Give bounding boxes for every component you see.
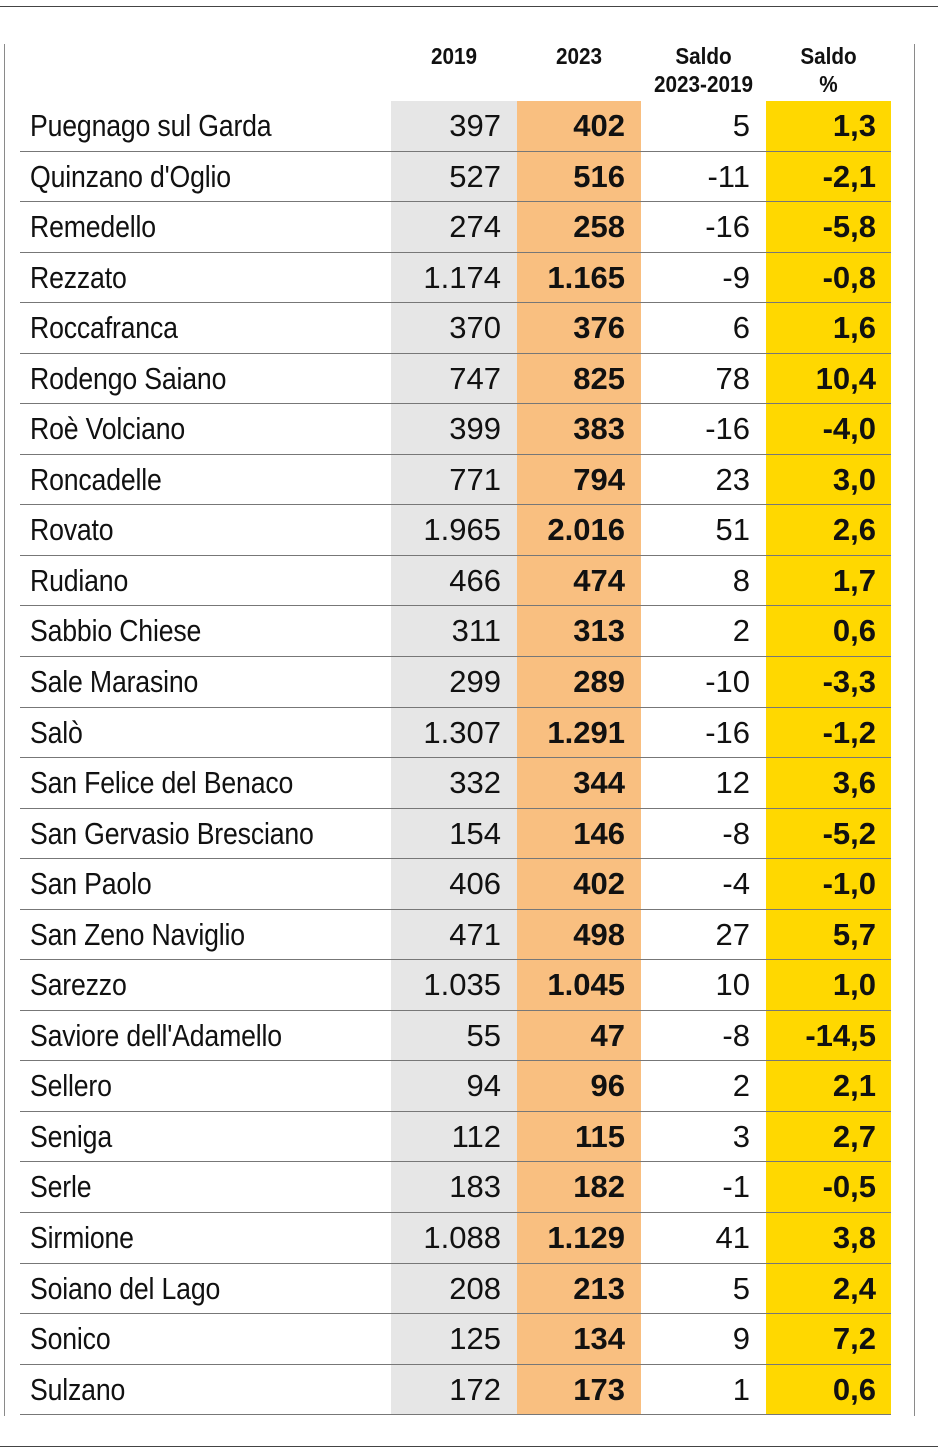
value-saldo-percent: 0,6 [832,613,876,649]
value-2023: 173 [573,1371,625,1407]
municipality-name: Puegnago sul Garda [30,108,272,143]
value-saldo: 23 [715,461,750,497]
value-2023: 96 [590,1068,625,1104]
municipality-name: Serle [30,1169,92,1205]
value-2019: 747 [449,360,501,396]
table-row [0,1264,891,1315]
table-row [0,202,891,253]
table-row [0,1213,891,1264]
value-2023: 825 [573,360,625,396]
table-body [0,101,938,1415]
top-rule [0,6,938,7]
value-saldo-percent: 5,7 [832,916,876,952]
value-2019: 154 [449,815,501,851]
value-2023: 516 [573,158,625,194]
value-saldo: 10 [715,967,750,1003]
table-row [0,303,891,354]
table-row [0,910,891,961]
table-row [0,657,891,708]
municipality-name: San Paolo [30,866,152,902]
municipality-name: Roccafranca [30,310,178,346]
value-2019: 208 [449,1270,501,1306]
value-saldo: -8 [722,815,750,851]
value-2023: 115 [574,1118,625,1154]
value-2023: 182 [573,1169,625,1205]
value-saldo-percent: 1,0 [832,967,876,1003]
value-saldo: 5 [732,1270,750,1306]
value-saldo: -11 [707,158,750,194]
value-2023: 402 [573,108,625,143]
value-2019: 466 [449,562,501,598]
value-saldo: -1 [722,1169,750,1205]
value-2019: 399 [449,411,501,447]
value-saldo-percent: -2,1 [822,158,876,194]
row-divider [20,1414,891,1415]
value-saldo: 9 [732,1321,750,1357]
value-saldo-percent: 2,6 [832,512,876,548]
table-row [0,1365,891,1416]
value-saldo-percent: 10,4 [815,360,876,396]
value-2019: 406 [449,866,501,902]
municipality-name: San Zeno Naviglio [30,916,245,952]
municipality-name: Sellero [30,1068,112,1104]
value-saldo: 27 [715,916,750,952]
value-saldo-percent: -5,8 [822,209,876,245]
value-saldo-percent: 1,7 [832,562,876,598]
header-saldo-percent: Saldo % [800,43,857,97]
value-2023: 794 [573,461,625,497]
table-row [0,708,891,759]
table-row [0,455,891,506]
value-saldo-percent: -1,0 [822,866,876,902]
value-saldo: 5 [732,108,750,143]
value-saldo: -4 [722,866,750,902]
value-2023: 2.016 [547,512,625,548]
value-saldo: 78 [715,360,750,396]
municipality-name: Rovato [30,512,114,548]
value-saldo: 3 [732,1118,750,1154]
value-saldo-percent: 2,4 [832,1270,876,1306]
value-saldo-percent: 0,6 [832,1371,876,1407]
municipality-name: Salò [30,714,83,750]
table-row [0,859,891,910]
value-2019: 274 [449,209,501,245]
municipality-name: San Felice del Benaco [30,765,294,801]
municipality-name: San Gervasio Bresciano [30,815,314,851]
value-saldo-percent: 1,3 [832,108,876,143]
value-2023: 344 [573,765,625,801]
bottom-rule [0,1446,938,1447]
value-2019: 771 [449,461,501,497]
value-saldo: 6 [732,310,750,346]
value-saldo: 1 [732,1371,750,1407]
value-2023: 376 [573,310,625,346]
value-2019: 1.307 [423,714,501,750]
table-row [0,253,891,304]
value-saldo-percent: -0,8 [822,259,876,295]
value-2019: 311 [451,613,501,649]
value-2019: 125 [449,1321,501,1357]
municipality-name: Sirmione [30,1220,134,1256]
table-row [0,1061,891,1112]
header-2019: 2019 [430,43,478,69]
table-row [0,809,891,860]
value-2023: 134 [573,1321,625,1357]
municipality-name: Roè Volciano [30,411,186,447]
table-row [0,404,891,455]
municipality-name: Sabbio Chiese [30,613,202,649]
value-saldo-percent: -14,5 [805,1017,876,1053]
value-2023: 146 [573,815,625,851]
header-2023: 2023 [555,43,603,69]
value-saldo-percent: -4,0 [822,411,876,447]
value-saldo: 12 [715,765,750,801]
municipality-name: Rodengo Saiano [30,360,227,396]
table-row [0,101,891,152]
value-saldo-percent: 2,7 [832,1118,876,1154]
table-row [0,1162,891,1213]
value-2023: 474 [573,562,625,598]
municipality-name: Remedello [30,209,156,245]
municipality-name: Roncadelle [30,461,162,497]
table-row [0,354,891,405]
value-saldo-percent: 3,8 [832,1220,876,1256]
value-saldo: -16 [705,209,750,245]
value-2023: 1.129 [547,1220,625,1256]
value-2019: 183 [449,1169,501,1205]
value-saldo: -16 [705,411,750,447]
value-2023: 1.165 [547,259,625,295]
value-2023: 313 [573,613,625,649]
value-2023: 258 [573,209,625,245]
value-2019: 112 [451,1118,501,1154]
value-saldo-percent: -1,2 [822,714,876,750]
value-2019: 55 [466,1017,501,1053]
table-row [0,1011,891,1062]
municipality-name: Seniga [30,1118,112,1154]
value-2019: 332 [449,765,501,801]
value-saldo: 41 [715,1220,750,1256]
municipality-name: Rudiano [30,562,129,598]
value-2019: 94 [466,1068,501,1104]
municipality-name: Sulzano [30,1371,126,1407]
value-saldo: 2 [732,1068,750,1104]
value-2023: 47 [590,1017,625,1053]
table-row [0,152,891,203]
value-2019: 370 [449,310,501,346]
value-saldo-percent: 2,1 [832,1068,876,1104]
table-row [0,606,891,657]
value-saldo: 2 [732,613,750,649]
value-2023: 1.291 [547,714,625,750]
table-row [0,1112,891,1163]
value-saldo: 51 [715,512,750,548]
value-saldo: 8 [732,562,750,598]
value-2023: 213 [573,1270,625,1306]
table-row [0,1314,891,1365]
value-saldo: -8 [722,1017,750,1053]
value-saldo: -9 [722,259,750,295]
header-saldo: Saldo 2023-2019 [654,43,753,97]
value-saldo: -16 [705,714,750,750]
value-2019: 527 [449,158,501,194]
value-2019: 172 [449,1371,501,1407]
table-row [0,960,891,1011]
value-2019: 1.174 [423,259,501,295]
value-2023: 383 [573,411,625,447]
value-2019: 299 [449,664,501,700]
value-2019: 397 [449,108,501,143]
value-saldo-percent: 3,0 [832,461,876,497]
value-saldo-percent: 7,2 [832,1321,876,1357]
municipality-name: Sale Marasino [30,664,199,700]
value-2023: 1.045 [547,967,625,1003]
value-2019: 1.965 [423,512,501,548]
table-row [0,556,891,607]
table-row [0,505,891,556]
value-2023: 498 [573,916,625,952]
municipality-name: Soiano del Lago [30,1270,221,1306]
value-2023: 402 [573,866,625,902]
value-2019: 1.035 [423,967,501,1003]
municipality-name: Saviore dell'Adamello [30,1017,282,1053]
value-saldo-percent: 1,6 [832,310,876,346]
value-saldo-percent: 3,6 [832,765,876,801]
municipality-name: Sonico [30,1321,111,1357]
value-saldo-percent: -3,3 [822,664,876,700]
table-row [0,758,891,809]
value-saldo-percent: -5,2 [822,815,876,851]
municipality-name: Sarezzo [30,967,127,1003]
value-saldo-percent: -0,5 [822,1169,876,1205]
value-2019: 1.088 [423,1220,501,1256]
municipality-name: Quinzano d'Oglio [30,158,231,194]
municipality-name: Rezzato [30,259,127,295]
value-2019: 471 [449,916,501,952]
value-saldo: -10 [705,664,750,700]
value-2023: 289 [573,664,625,700]
